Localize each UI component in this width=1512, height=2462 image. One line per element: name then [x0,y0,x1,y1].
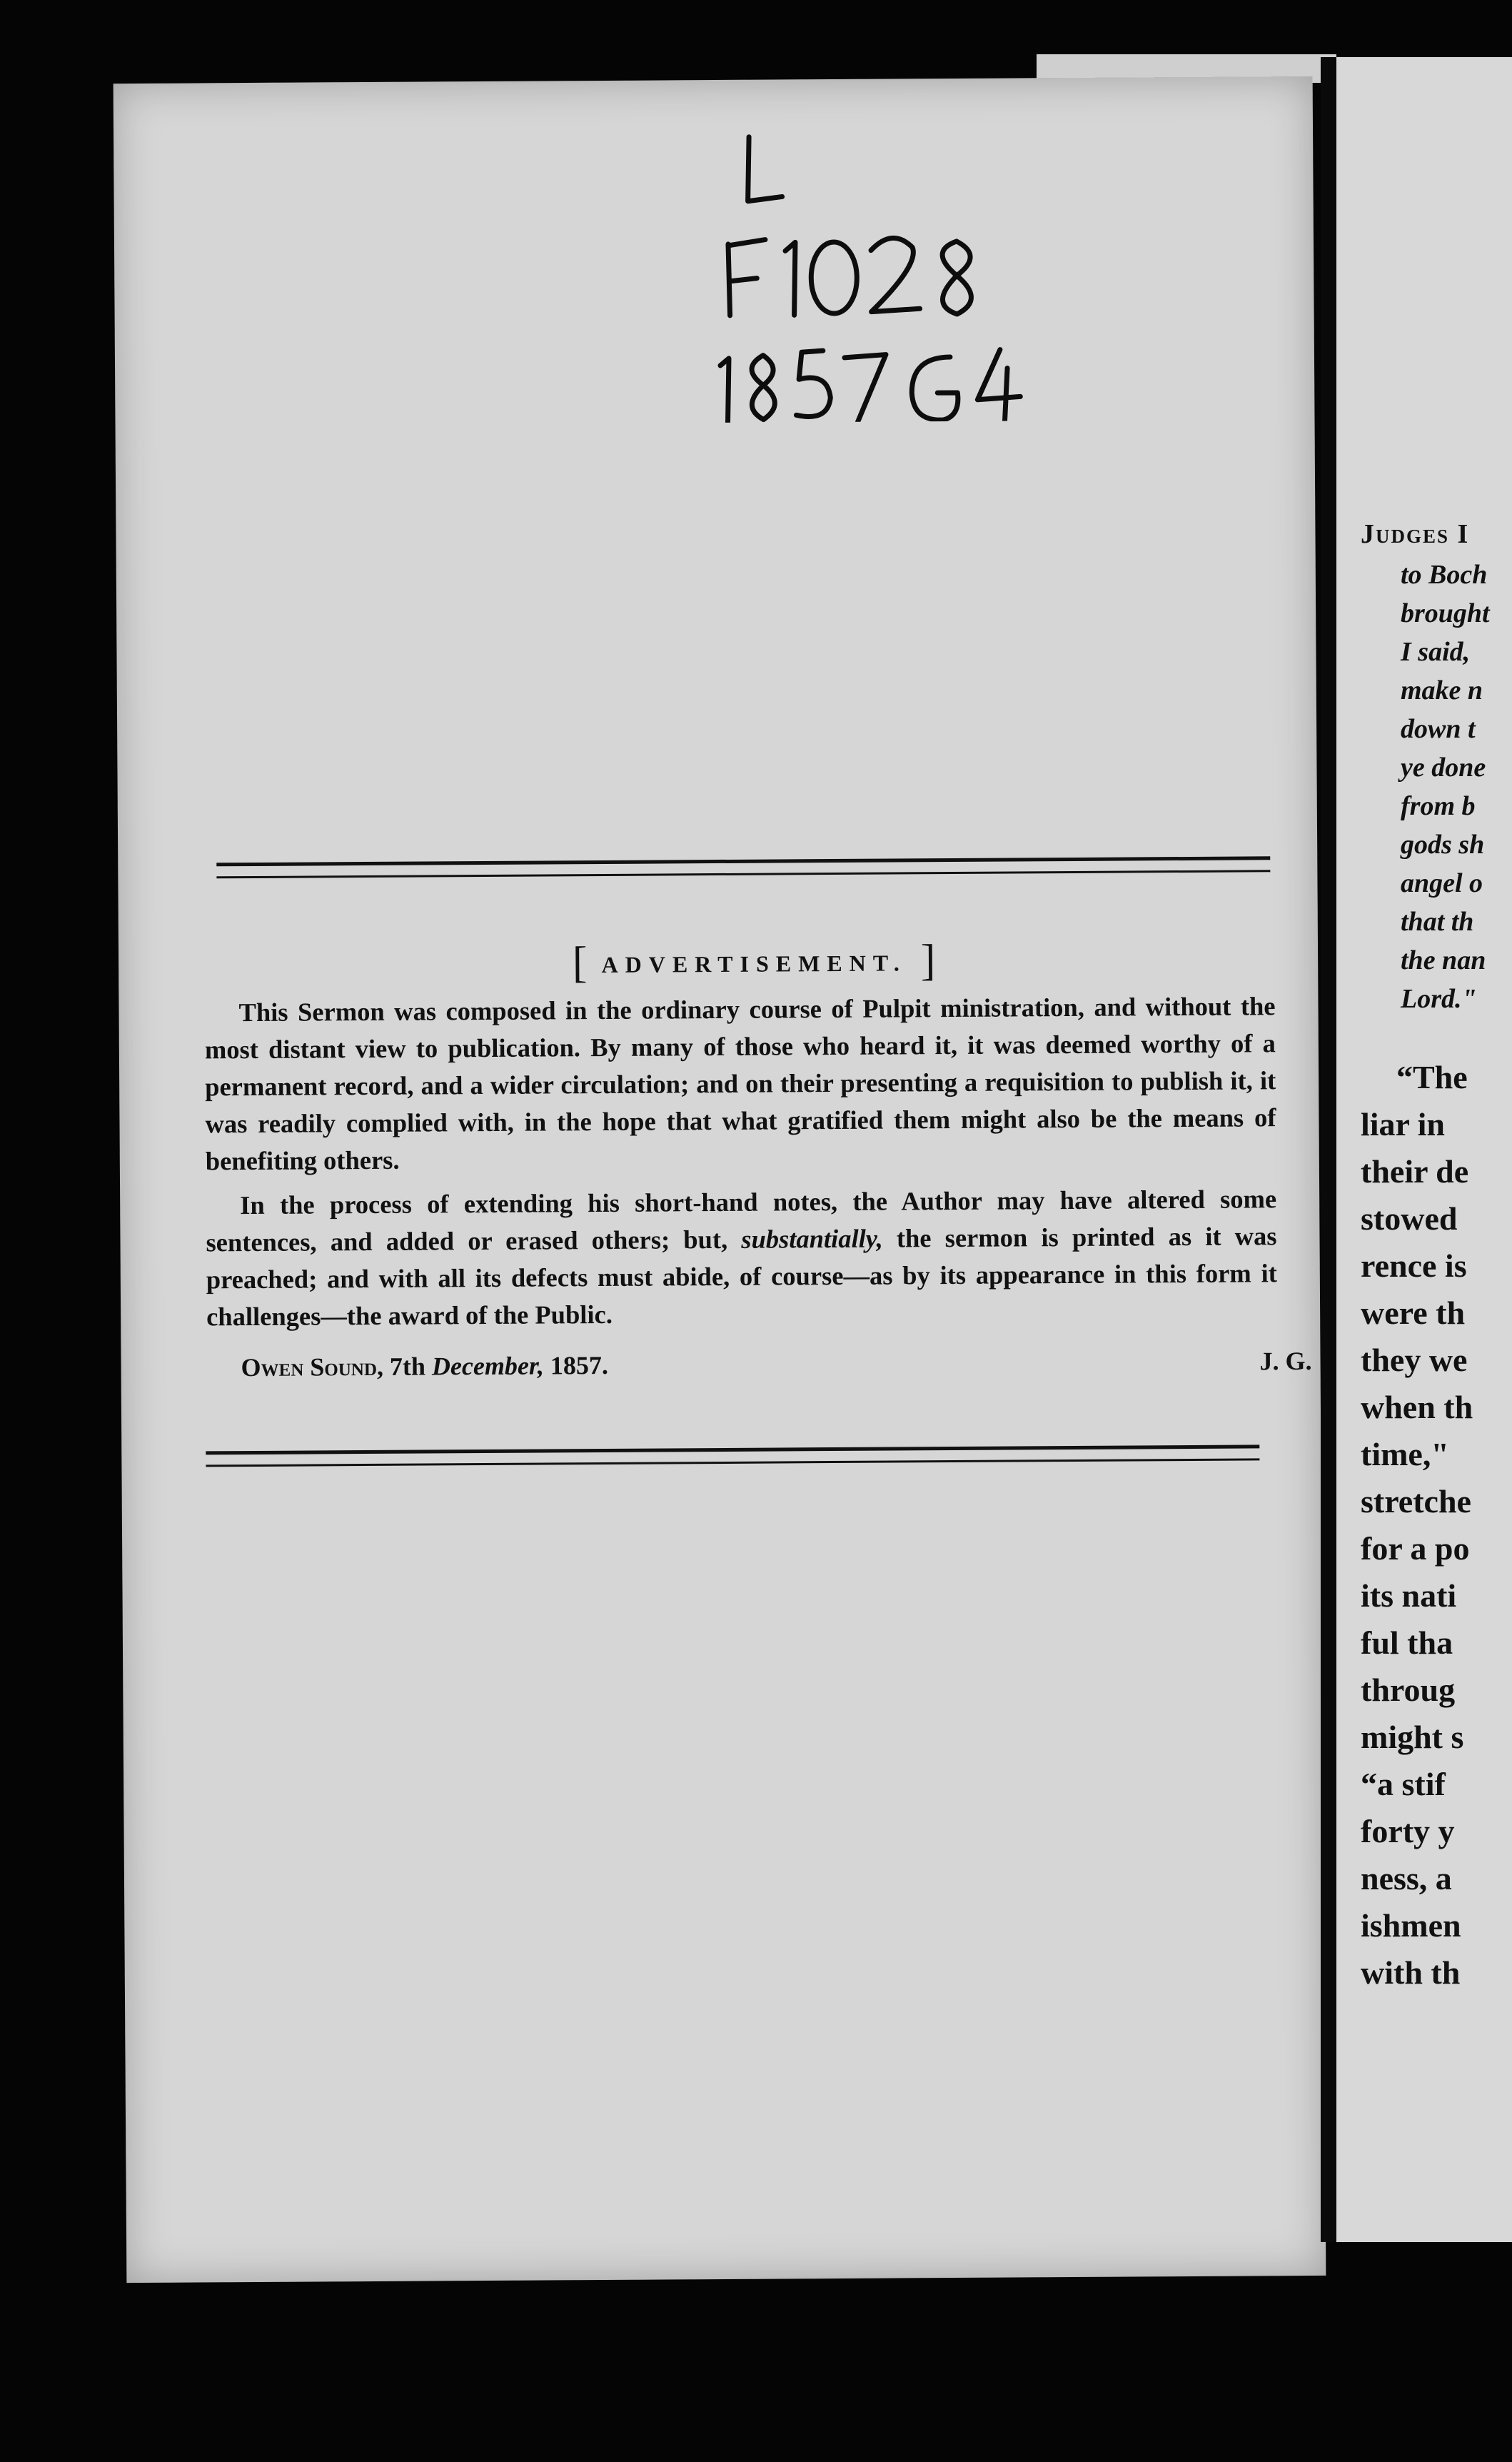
body-line: liar in [1361,1106,1446,1142]
italic-line: I said, [1401,637,1471,667]
italic-line: gods sh [1401,830,1485,860]
body-line: stowed [1361,1200,1458,1237]
italic-line: to Boch [1401,560,1488,590]
italic-line: brought [1401,598,1490,628]
italic-line: angel o [1401,868,1483,898]
place-name: Owen Sound, [241,1352,384,1382]
body-line: “a stif [1361,1766,1446,1802]
body-line: forty y [1361,1813,1455,1849]
paragraph-2: In the process of extending his short-hand notes, the Author may have altered some sentences, and added or erased others; but, substantially, the sermon is printed as it was preached; and with all its defects must abide, of course—as by its appearance in this form it challenges—the award of the Public. [206,1184,1277,1332]
italic-line: Lord." [1401,984,1477,1014]
body-line: ishmen [1361,1907,1461,1944]
body-line: might s [1361,1719,1464,1755]
paragraph-1: This Sermon was composed in the ordinary course of Pulpit ministration, and without the most distant view to publication. By many of those who heard it, it was deemed worthy of a permanent record, and a wider circulation; and on their presenting a requisition to publish it, it was readily complied with, in the hope that what gratified them might also be the means of benefiting others. [204,991,1276,1176]
body-line: throug [1361,1672,1456,1708]
advertisement-body [204,988,1277,1335]
body-line: rence is [1361,1247,1467,1284]
italic-line: down t [1401,714,1476,744]
body-line: stretche [1361,1483,1471,1519]
italic-line: ye done [1401,753,1486,783]
advertisement-heading: [ ADVERTISEMENT. ] [572,936,936,988]
signoff-line: Owen Sound, 7th December, 1857. J. G. [241,1346,1312,1382]
body-line: time," [1361,1436,1449,1472]
left-page [114,76,1326,2283]
body-line: for a po [1361,1530,1470,1567]
author-initials: J. G. [1259,1346,1312,1376]
body-line: ful tha [1361,1624,1453,1661]
book-spine [1321,57,1338,2242]
body-line: ness, a [1361,1860,1452,1896]
body-line: with th [1361,1954,1461,1991]
top-double-rule [216,856,1270,878]
italic-line: from b [1401,791,1476,821]
advertisement-title: ADVERTISEMENT. [601,950,907,978]
right-page-heading: Judges I [1361,519,1470,549]
bottom-double-rule [206,1444,1259,1467]
handwritten-call-number [642,121,1072,423]
body-line: their de [1361,1153,1469,1190]
italic-line: make n [1401,675,1483,705]
right-page-text [1361,513,1512,1996]
body-line: “The [1396,1059,1468,1095]
body-line: were th [1361,1295,1466,1331]
italic-line: the nan [1401,945,1486,975]
body-line: when th [1361,1389,1473,1425]
body-line: they we [1361,1342,1468,1378]
italic-line: that th [1401,907,1474,937]
body-line: its nati [1361,1577,1457,1614]
